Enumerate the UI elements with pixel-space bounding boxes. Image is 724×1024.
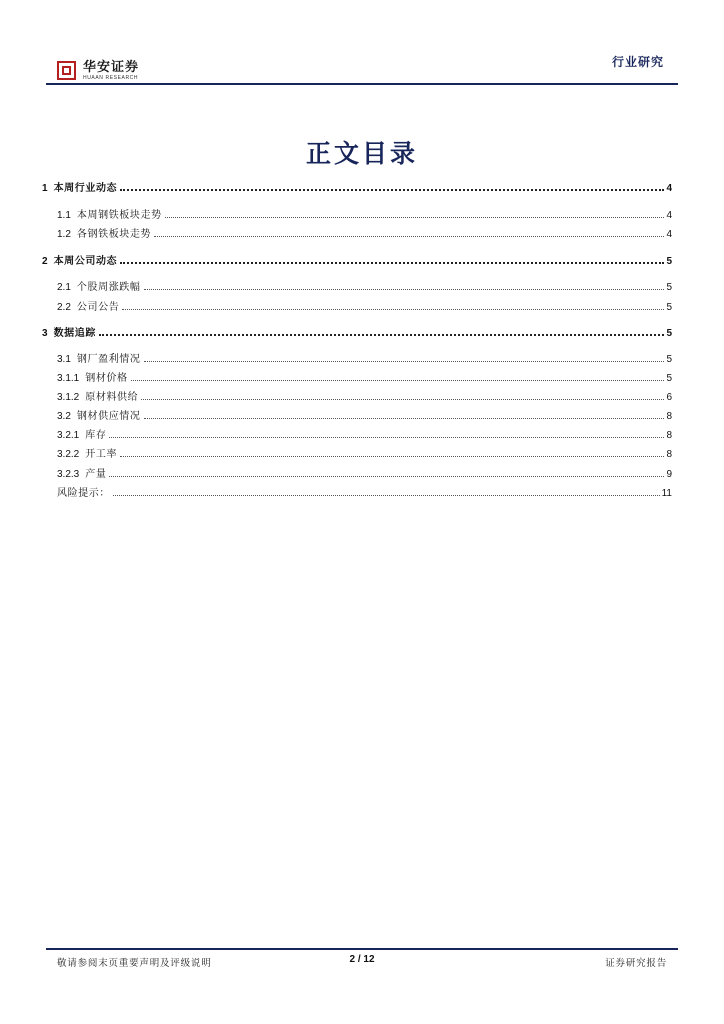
page-total: 12 bbox=[363, 954, 375, 965]
toc-dot-leader bbox=[113, 494, 660, 496]
toc-dot-leader bbox=[141, 398, 664, 400]
toc-entry[interactable] bbox=[57, 404, 672, 422]
toc-entry[interactable] bbox=[57, 366, 672, 384]
toc-entry[interactable] bbox=[57, 222, 672, 240]
toc-entry-page: 8 bbox=[666, 411, 672, 422]
toc-entry-page: 5 bbox=[666, 302, 672, 313]
company-logo bbox=[57, 61, 139, 82]
toc-entry-title: 原材料供给 bbox=[85, 392, 139, 403]
header-divider bbox=[46, 83, 678, 85]
toc-dot-leader bbox=[109, 475, 664, 477]
toc-entry-title: 产量 bbox=[85, 469, 107, 480]
toc-dot-leader bbox=[165, 216, 665, 218]
toc-entry[interactable] bbox=[42, 321, 672, 339]
toc-dot-leader bbox=[122, 308, 664, 310]
toc-entry[interactable] bbox=[42, 249, 672, 267]
toc-dot-leader bbox=[120, 188, 664, 191]
seal-icon bbox=[57, 61, 76, 80]
page-header bbox=[0, 0, 724, 90]
footer-report-label: 证券研究报告 bbox=[605, 958, 667, 969]
toc-entry-page: 5 bbox=[666, 328, 672, 339]
page-current: 2 bbox=[349, 954, 356, 965]
toc-entry[interactable] bbox=[57, 462, 672, 480]
toc-entry[interactable] bbox=[57, 442, 672, 460]
toc-entry[interactable] bbox=[57, 481, 672, 499]
toc-dot-leader bbox=[144, 417, 665, 419]
toc-entry-page: 8 bbox=[666, 430, 672, 441]
toc-entry-number: 2.1 bbox=[57, 282, 71, 293]
toc-dot-leader bbox=[120, 455, 664, 457]
toc-dot-leader bbox=[131, 379, 665, 381]
toc-entry-number: 3.2 bbox=[57, 411, 71, 422]
toc-entry[interactable] bbox=[57, 347, 672, 365]
toc-entry-page: 4 bbox=[666, 210, 672, 221]
toc-entry[interactable] bbox=[57, 423, 672, 441]
footer-disclaimer: 敬请参阅末页重要声明及评级说明 bbox=[57, 958, 212, 969]
toc-entry-page: 8 bbox=[666, 449, 672, 460]
logo-name-cn: 华安证券 bbox=[83, 60, 140, 75]
page-separator: / bbox=[357, 954, 361, 965]
toc-entry-title: 个股周涨跌幅 bbox=[76, 282, 141, 293]
toc-entry-title: 本周钢铁板块走势 bbox=[76, 210, 162, 221]
toc-entry-title: 公司公告 bbox=[76, 302, 120, 313]
toc-entry-number: 3 bbox=[42, 328, 48, 339]
toc-entry-title: 开工率 bbox=[85, 449, 118, 460]
page-title: 正文目录 bbox=[305, 139, 418, 168]
toc-entry-title: 钢材价格 bbox=[85, 373, 128, 384]
toc-entry-title: 本周公司动态 bbox=[53, 256, 118, 267]
toc-entry-title: 钢厂盈利情况 bbox=[76, 354, 141, 365]
toc-dot-leader bbox=[99, 333, 664, 336]
toc-entry-number: 3.1 bbox=[57, 354, 71, 365]
toc-entry-number: 3.2.3 bbox=[57, 469, 80, 480]
toc-entry-page: 5 bbox=[666, 354, 672, 365]
toc-entry-number: 1 bbox=[42, 183, 48, 194]
toc-entry[interactable] bbox=[57, 275, 672, 293]
toc-entry-number: 1.1 bbox=[57, 210, 71, 221]
report-type-label: 行业研究 bbox=[611, 55, 664, 69]
toc-entry-page: 11 bbox=[661, 488, 672, 499]
toc-entry-page: 9 bbox=[666, 469, 672, 480]
toc-entry-page: 4 bbox=[666, 183, 672, 194]
toc-entry[interactable] bbox=[42, 176, 672, 194]
toc-entry-number: 3.1.2 bbox=[57, 392, 80, 403]
toc-entry-page: 5 bbox=[666, 282, 672, 293]
toc-dot-leader bbox=[154, 235, 664, 237]
toc-entry[interactable] bbox=[57, 385, 672, 403]
toc-entry-title: 本周行业动态 bbox=[53, 183, 118, 194]
toc-entry[interactable] bbox=[57, 295, 672, 313]
toc-entry-number: 2 bbox=[42, 256, 48, 267]
toc-dot-leader bbox=[120, 261, 664, 264]
toc-entry-title: 钢材供应情况 bbox=[76, 411, 141, 422]
toc-entry-title: 数据追踪 bbox=[53, 328, 96, 339]
footer-divider bbox=[46, 948, 678, 950]
toc-entry-number: 1.2 bbox=[57, 229, 71, 240]
logo-name-en: HUAAN RESEARCH bbox=[83, 75, 139, 81]
toc-entry-page: 5 bbox=[666, 373, 672, 384]
toc-entry-number: 3.2.1 bbox=[57, 430, 80, 441]
toc-dot-leader bbox=[144, 288, 665, 290]
toc-entry-page: 4 bbox=[666, 229, 672, 240]
toc-entry-title: 风险提示： bbox=[57, 488, 110, 499]
toc-entry-title: 库存 bbox=[85, 430, 107, 441]
toc-dot-leader bbox=[109, 436, 664, 438]
toc-entry-title: 各钢铁板块走势 bbox=[76, 229, 152, 240]
toc-entry-number: 3.2.2 bbox=[57, 449, 80, 460]
toc-entry-page: 6 bbox=[666, 392, 672, 403]
toc-entry-page: 5 bbox=[666, 256, 672, 267]
toc-entry-number: 3.1.1 bbox=[57, 373, 80, 384]
toc-dot-leader bbox=[144, 360, 665, 362]
toc-entry[interactable] bbox=[57, 203, 672, 221]
toc-entry-number: 2.2 bbox=[57, 302, 71, 313]
